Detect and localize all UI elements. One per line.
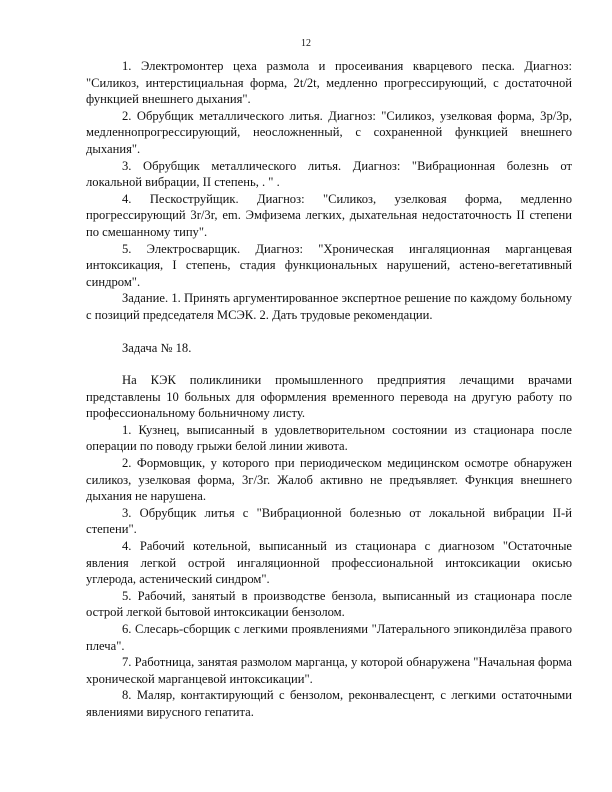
list-item: 6. Слесарь-сборщик с легкими проявлениями "Латерального эпикондилёза правого плеча".	[86, 622, 572, 653]
list-item: 5. Электросварщик. Диагноз: "Хроническая ингаляционная марганцевая интоксикация, I степень, стадия функциональных нарушений, астено-вегетативный синдром".	[86, 241, 572, 289]
list-item: 8. Маляр, контактирующий с бензолом, реконвалесцент, с легкими остаточными явлениями вирусного гепатита.	[86, 688, 572, 719]
list-item: 5. Рабочий, занятый в производстве бензола, выписанный из стационара после острой легкой бытовой интоксикации бензолом.	[86, 588, 572, 620]
list-item: 3. Обрубщик литья с "Вибрационной болезнью от локальной вибрации II-й степени".	[86, 505, 572, 537]
document-body	[86, 58, 572, 721]
page-number: 12	[301, 38, 311, 49]
list-item: 3. Обрубщик металлического литья. Диагноз: "Вибрационная болезнь от локальной вибрации, II степень, . " .	[86, 158, 572, 190]
list-item: 2. Обрубщик металлического литья. Диагноз: "Силикоз, узелковая форма, 3р/3р, медленнопрогрессирующий, неосложненный, с сохраненной функцией внешнего дыхания".	[86, 108, 572, 156]
list-item: 1. Электромонтер цеха размола и просеивания кварцевого песка. Диагноз: "Силикоз, интерстициальная форма, 2t/2t, медленно прогрессирующий, с достаточной функцией внешнего дыхания".	[86, 59, 572, 107]
task-paragraph: Задание. 1. Принять аргументированное экспертное решение по каждому больному с позиций председателя МСЭК. 2. Дать трудовые рекомендации.	[86, 291, 572, 322]
problem-intro: На КЭК поликлиники промышленного предприятия лечащими врачами представлены 10 больных для оформления временного перевода на другую работу по профессиональному больничному листу.	[86, 373, 572, 421]
list-item: 1. Кузнец, выписанный в удовлетворительном состоянии из стационара после операции по поводу грыжи белой линии живота.	[86, 422, 572, 454]
problem-title: Задача № 18.	[122, 340, 192, 355]
list-item: 2. Формовщик, у которого при периодическом медицинском осмотре обнаружен силикоз, узелковая форма, 3г/3г. Жалоб активно не предъявляет. Функция внешнего дыхания не нарушена.	[86, 456, 572, 504]
list-item: 4. Пескоструйщик. Диагноз: "Силикоз, узелковая форма, медленно прогрессирующий 3r/3r, em. Эмфизема легких, дыхательная недостаточность II степени по смешанному типу".	[86, 191, 572, 239]
list-item: 7. Работница, занятая размолом марганца, у которой обнаружена "Начальная форма хронической марганцевой интоксикации".	[86, 655, 572, 686]
list-item: 4. Рабочий котельной, выписанный из стационара с диагнозом "Остаточные явления легкой острой ингаляционной профессиональной интоксикации окисью углерода, астенический синдром".	[86, 539, 572, 587]
